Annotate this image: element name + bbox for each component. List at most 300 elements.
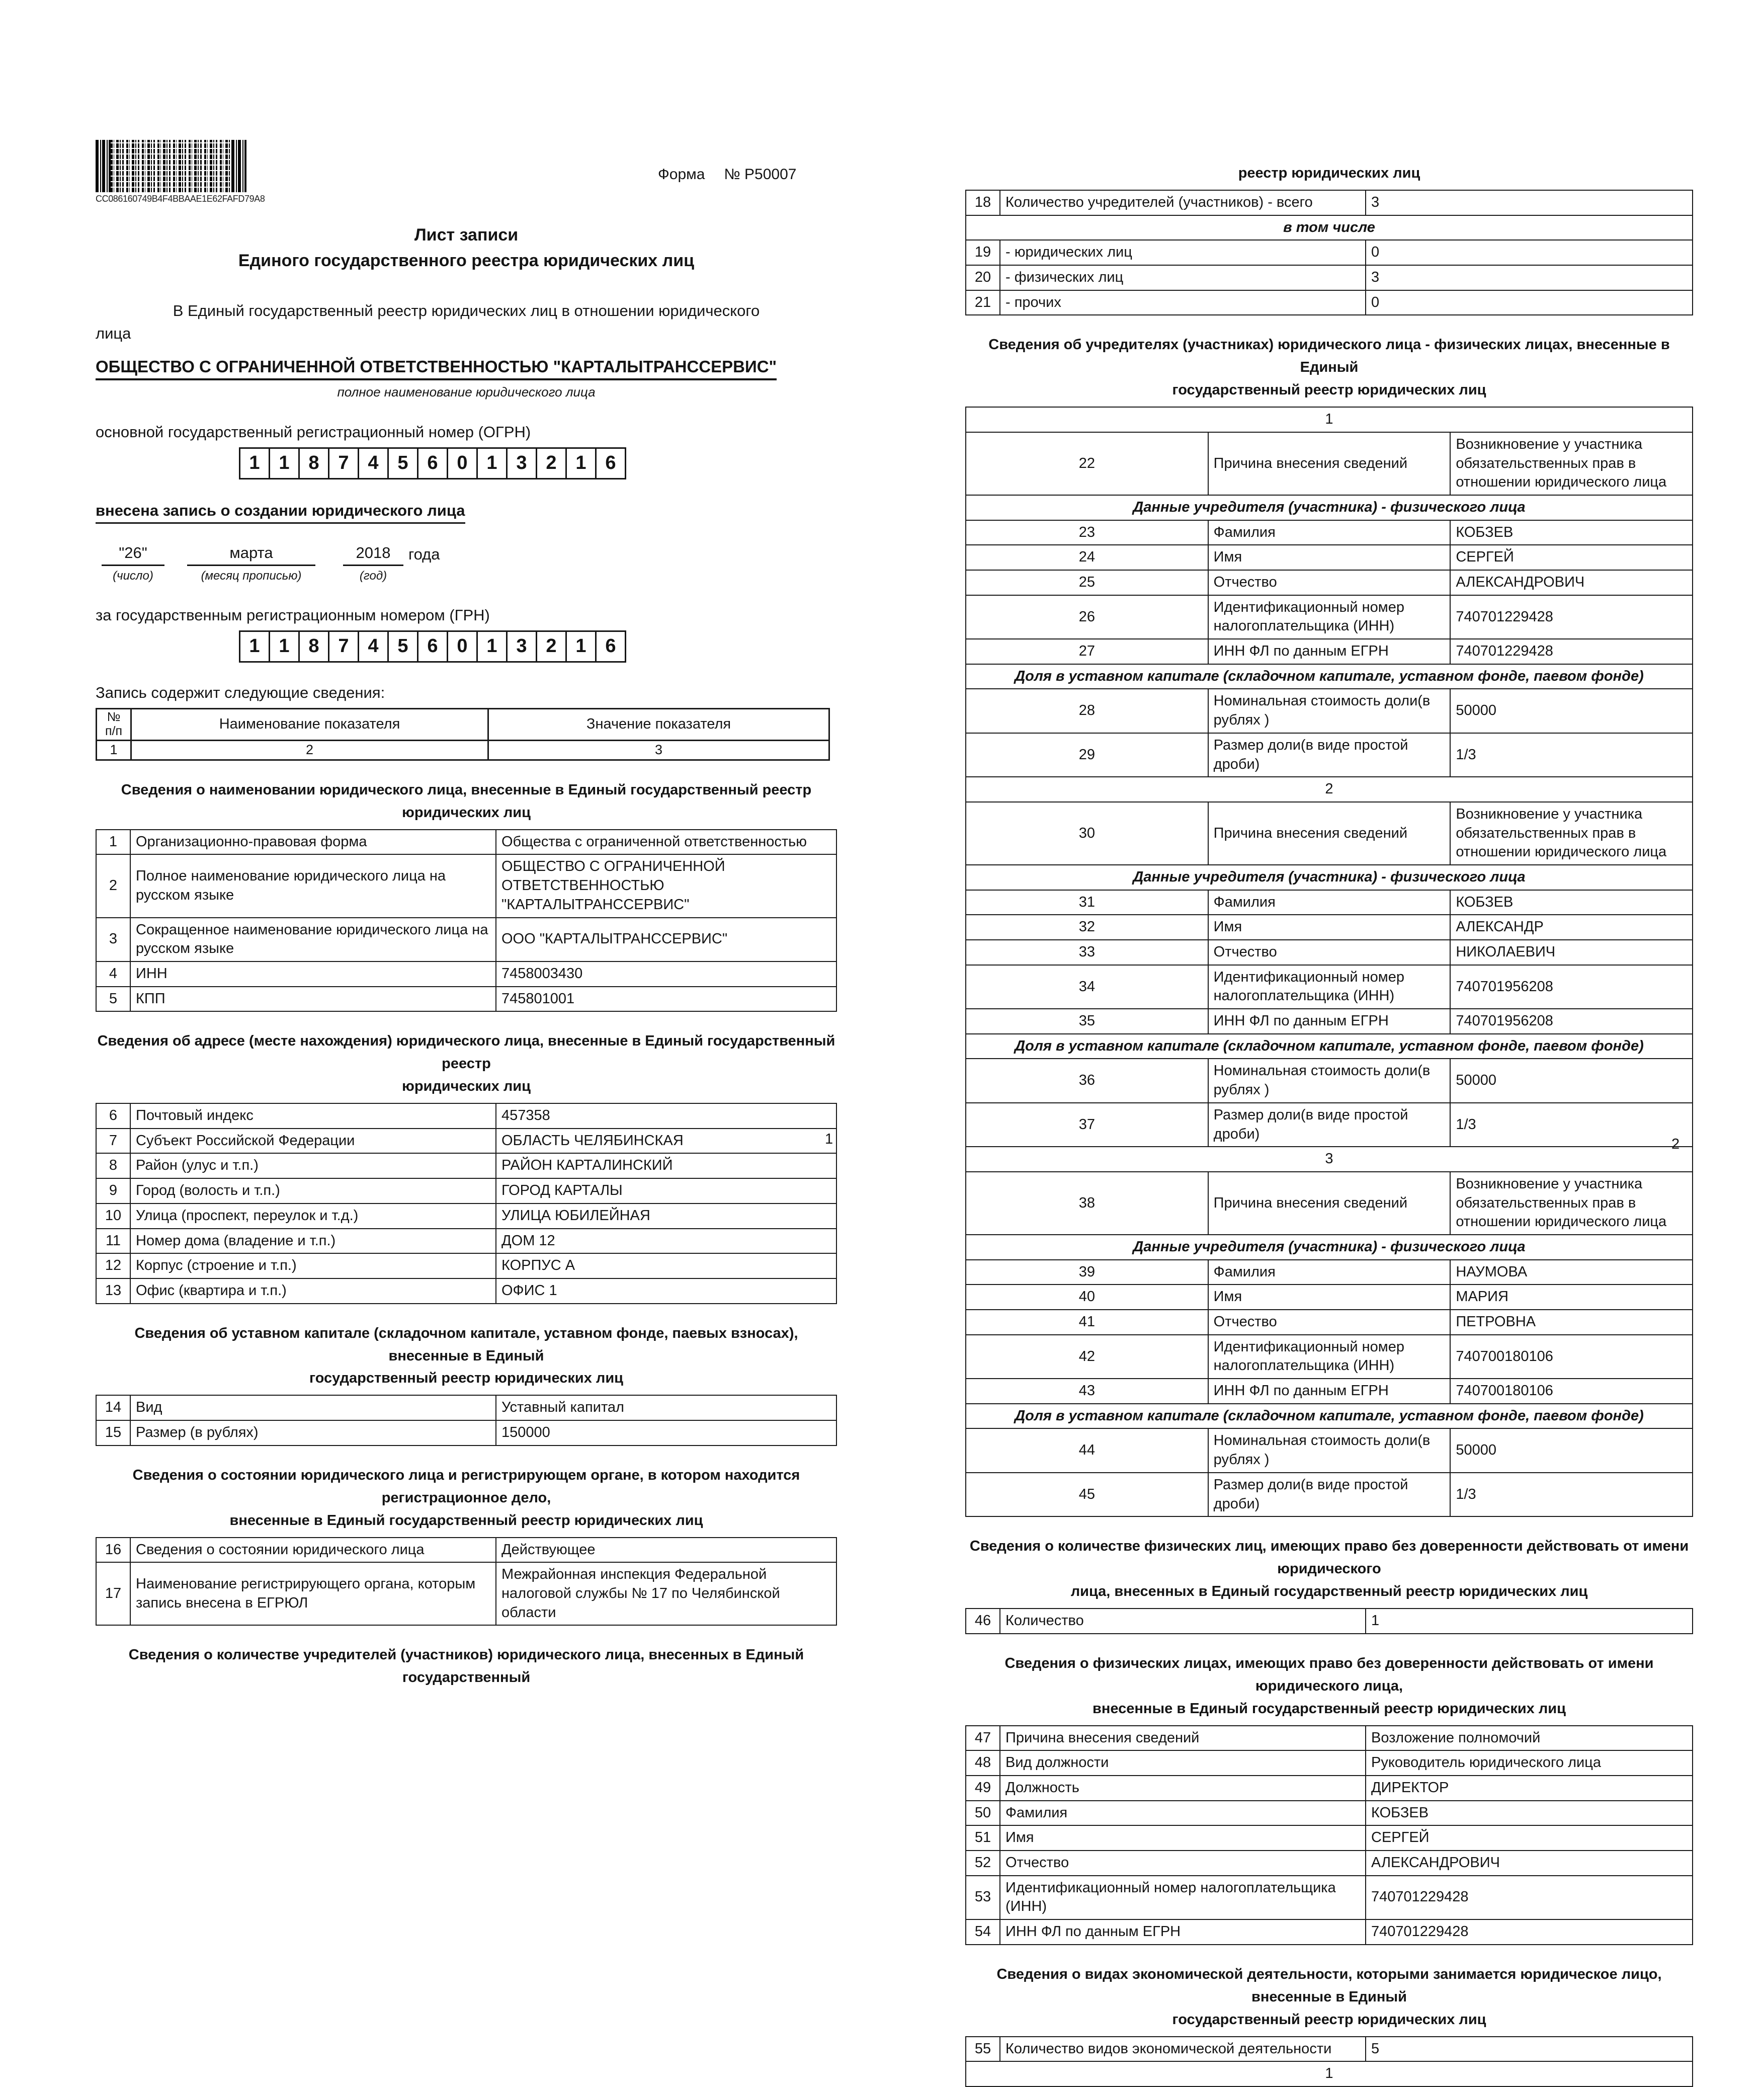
table-row	[966, 1750, 1693, 1776]
span-cell: Доля в уставном капитале (складочном капитале, уставном фонде, паевом фонде)	[966, 1404, 1693, 1429]
row-value: СЕРГЕЙ	[1366, 1825, 1693, 1851]
row-label: Отчество	[1208, 940, 1451, 965]
row-number: 53	[966, 1876, 1000, 1919]
table-row	[96, 1103, 836, 1129]
row-value: 5	[1366, 2037, 1693, 2062]
page-1-sections	[96, 779, 837, 1689]
page-2-sections	[965, 162, 1693, 2087]
column-header-number: № п/п	[97, 708, 131, 740]
ogrn-digit-box: 0	[447, 447, 478, 479]
row-number: 8	[96, 1153, 130, 1178]
page-1-content	[0, 222, 882, 1689]
row-value: Уставный капитал	[496, 1395, 836, 1420]
row-label: Размер (в рублях)	[130, 1420, 496, 1446]
row-value: Действующее	[496, 1538, 836, 1563]
row-number: 25	[966, 570, 1208, 595]
row-label: Количество	[1000, 1609, 1366, 1634]
row-label: Причина внесения сведений	[1208, 802, 1451, 865]
row-number: 35	[966, 1009, 1208, 1034]
row-label: ИНН ФЛ по данным ЕГРН	[1208, 639, 1451, 664]
row-label: Количество видов экономической деятельности	[1000, 2037, 1366, 2062]
data-table	[96, 1103, 837, 1304]
row-number: 24	[966, 545, 1208, 570]
grn-digit-box: 6	[595, 630, 626, 663]
span-cell: 1	[966, 2061, 1693, 2086]
grn-digit-box: 0	[447, 630, 478, 663]
section-title-line: реестр юридических лиц	[1238, 165, 1420, 181]
row-value: Возникновение у участника обязательственных прав в отношении юридического лица	[1450, 1172, 1693, 1235]
row-label: Почтовый индекс	[130, 1103, 496, 1129]
table-row	[966, 190, 1693, 215]
ogrn-digit-box: 8	[298, 447, 329, 479]
row-value: 0	[1366, 290, 1693, 315]
row-label: Размер доли(в виде простой дроби)	[1208, 733, 1451, 777]
row-value: 3	[1366, 265, 1693, 290]
table-row	[966, 215, 1693, 240]
ogrn-digit-box: 6	[595, 447, 626, 479]
barcode-start-pattern	[96, 140, 111, 192]
barcode	[96, 140, 265, 204]
table-row	[966, 1260, 1693, 1285]
grn-digit-box: 4	[358, 630, 389, 663]
table-row	[966, 1428, 1693, 1472]
table-row	[96, 1562, 836, 1625]
row-value: АЛЕКСАНДР	[1450, 915, 1693, 940]
row-number: 54	[966, 1919, 1000, 1945]
date-month-caption: (месяц прописью)	[201, 569, 302, 583]
row-number: 44	[966, 1428, 1208, 1472]
row-value: 1/3	[1450, 1473, 1693, 1516]
row-value: АЛЕКСАНДРОВИЧ	[1450, 570, 1693, 595]
barcode-image	[96, 140, 246, 192]
record-date-captions	[96, 569, 837, 583]
grn-digit-box: 1	[476, 630, 508, 663]
row-label: ИНН ФЛ по данным ЕГРН	[1000, 1919, 1366, 1945]
table-row	[97, 708, 829, 740]
row-label: Улица (проспект, переулок и т.д.)	[130, 1203, 496, 1229]
row-value: 740701229428	[1366, 1876, 1693, 1919]
row-label: Фамилия	[1000, 1801, 1366, 1826]
ogrn-digit-box: 3	[506, 447, 537, 479]
row-value: НАУМОВА	[1450, 1260, 1693, 1285]
ogrn-digit-box: 1	[565, 447, 597, 479]
row-number: 30	[966, 802, 1208, 865]
row-label: Имя	[1208, 545, 1451, 570]
section-title-line: лица, внесенных в Единый государственный реестр юридических лиц	[1070, 1583, 1588, 1600]
row-number: 46	[966, 1609, 1000, 1634]
data-table	[965, 1608, 1693, 1634]
row-number: 48	[966, 1750, 1000, 1776]
table-row	[966, 1172, 1693, 1235]
row-number: 15	[96, 1420, 130, 1446]
page-number-1: 1	[825, 1131, 833, 1147]
table-row	[966, 1285, 1693, 1310]
data-table	[96, 1395, 837, 1446]
table-row	[966, 1310, 1693, 1335]
row-label: Причина внесения сведений	[1208, 1172, 1451, 1235]
table-row	[966, 1009, 1693, 1034]
table-row	[966, 1851, 1693, 1876]
data-table	[965, 1725, 1693, 1945]
table-row	[966, 1919, 1693, 1945]
row-value: МАРИЯ	[1450, 1285, 1693, 1310]
section-title-line: Сведения о видах экономической деятельности, которыми занимается юридическое лицо, внесенные в Единый	[996, 1966, 1662, 2005]
page-2-content	[882, 0, 1763, 2087]
row-value: 740701229428	[1450, 595, 1693, 639]
table-row	[96, 854, 836, 917]
row-label: Сведения о состоянии юридического лица	[130, 1538, 496, 1563]
row-value: 0	[1366, 240, 1693, 265]
record-statement: внесена запись о создании юридического лица	[96, 502, 837, 524]
table-row	[966, 1235, 1693, 1260]
row-label: КПП	[130, 987, 496, 1012]
row-value: ОБЛАСТЬ ЧЕЛЯБИНСКАЯ	[496, 1129, 836, 1154]
row-number: 18	[966, 190, 1000, 215]
page-1	[0, 0, 882, 1686]
row-number: 36	[966, 1059, 1208, 1102]
row-label: Полное наименование юридического лица на русском языке	[130, 854, 496, 917]
section-title	[96, 1030, 837, 1098]
row-label: Причина внесения сведений	[1000, 1726, 1366, 1751]
grn-digit-row	[239, 630, 837, 663]
table-row	[966, 2037, 1693, 2062]
table-row	[96, 1203, 836, 1229]
table-row	[966, 1379, 1693, 1404]
span-cell: Данные учредителя (участника) - физического лица	[966, 1235, 1693, 1260]
data-table	[965, 190, 1693, 315]
section-title	[965, 1652, 1693, 1720]
table-row	[966, 940, 1693, 965]
row-label: Количество учредителей (участников) - всего	[1000, 190, 1366, 215]
section-title	[96, 1644, 837, 1689]
table-row	[966, 520, 1693, 545]
form-label: Форма	[658, 166, 705, 183]
table-row	[966, 265, 1693, 290]
data-table	[965, 2036, 1693, 2087]
row-number: 19	[966, 240, 1000, 265]
section-title-line: государственный реестр юридических лиц	[1172, 2011, 1486, 2028]
span-cell: Доля в уставном капитале (складочном капитале, уставном фонде, паевом фонде)	[966, 1034, 1693, 1059]
ogrn-digit-box: 1	[269, 447, 300, 479]
row-value: КОБЗЕВ	[1450, 890, 1693, 915]
row-value: Возникновение у участника обязательственных прав в отношении юридического лица	[1450, 432, 1693, 495]
row-number: 12	[96, 1253, 130, 1278]
row-value: 1/3	[1450, 1103, 1693, 1147]
ogrn-digit-box: 6	[417, 447, 448, 479]
table-row	[966, 965, 1693, 1009]
span-cell: в том числе	[966, 215, 1693, 240]
table-row	[96, 918, 836, 961]
table-row	[96, 961, 836, 987]
ogrn-digit-box: 5	[387, 447, 418, 479]
row-number: 33	[966, 940, 1208, 965]
table-row	[966, 1147, 1693, 1172]
row-value: ГОРОД КАРТАЛЫ	[496, 1178, 836, 1203]
date-day-caption: (число)	[113, 569, 153, 583]
row-value: Возложение полномочий	[1366, 1726, 1693, 1751]
date-year-caption: (год)	[359, 569, 387, 583]
ogrn-digit-box: 1	[476, 447, 508, 479]
grn-digit-box: 8	[298, 630, 329, 663]
row-number: 38	[966, 1172, 1208, 1235]
row-label: Должность	[1000, 1776, 1366, 1801]
row-number: 5	[96, 987, 130, 1012]
indicator-header-table	[96, 708, 830, 761]
ogrn-digit-box: 1	[239, 447, 270, 479]
row-value: 50000	[1450, 689, 1693, 733]
record-date	[96, 544, 837, 566]
row-number: 10	[96, 1203, 130, 1229]
ogrn-label: основной государственный регистрационный номер (ОГРН)	[96, 423, 531, 441]
section-title-line: государственный реестр юридических лиц	[1172, 382, 1486, 398]
row-number: 13	[96, 1278, 130, 1304]
table-row	[966, 545, 1693, 570]
row-number: 37	[966, 1103, 1208, 1147]
table-row	[96, 1538, 836, 1563]
grn-digit-box: 1	[565, 630, 597, 663]
row-value: 740700180106	[1450, 1335, 1693, 1379]
ogrn-digit-box: 2	[536, 447, 567, 479]
row-value: УЛИЦА ЮБИЛЕЙНАЯ	[496, 1203, 836, 1229]
row-value: Межрайонная инспекция Федеральной налоговой службы № 17 по Челябинской области	[496, 1562, 836, 1625]
table-row	[966, 1609, 1693, 1634]
table-row	[96, 1129, 836, 1154]
row-number: 47	[966, 1726, 1000, 1751]
row-value: АЛЕКСАНДРОВИЧ	[1366, 1851, 1693, 1876]
row-value: КОБЗЕВ	[1450, 520, 1693, 545]
row-label: ИНН ФЛ по данным ЕГРН	[1208, 1009, 1451, 1034]
row-value: ДОМ 12	[496, 1229, 836, 1254]
row-number: 16	[96, 1538, 130, 1563]
section-title-line: Сведения об уставном капитале (складочном капитале, уставном фонде, паевых взносах), внесенные в Единый	[134, 1325, 798, 1364]
row-label: - юридических лиц	[1000, 240, 1366, 265]
column-index-2: 2	[131, 740, 488, 760]
grn-digit-box: 1	[239, 630, 270, 663]
table-row	[966, 432, 1693, 495]
company-name-caption: полное наименование юридического лица	[337, 384, 596, 399]
span-cell: Доля в уставном капитале (складочном капитале, уставном фонде, паевом фонде)	[966, 664, 1693, 689]
row-value: 457358	[496, 1103, 836, 1129]
row-value: 1	[1366, 1609, 1693, 1634]
row-value: КОБЗЕВ	[1366, 1801, 1693, 1826]
row-value: Руководитель юридического лица	[1366, 1750, 1693, 1776]
row-label: Причина внесения сведений	[1208, 432, 1451, 495]
row-label: Район (улус и т.п.)	[130, 1153, 496, 1178]
row-value: Общества с ограниченной ответственностью	[496, 830, 836, 855]
intro-line-2: лица	[96, 324, 131, 342]
table-row	[966, 890, 1693, 915]
table-row	[96, 987, 836, 1012]
row-number: 3	[96, 918, 130, 961]
span-cell: 1	[966, 407, 1693, 432]
data-table	[965, 407, 1693, 1517]
row-label: Идентификационный номер налогоплательщика (ИНН)	[1000, 1876, 1366, 1919]
row-label: Отчество	[1208, 1310, 1451, 1335]
row-label: - физических лиц	[1000, 265, 1366, 290]
row-number: 17	[96, 1562, 130, 1625]
section-title	[96, 1464, 837, 1532]
form-number-value: № Р50007	[724, 166, 797, 183]
grn-digit-box: 6	[417, 630, 448, 663]
row-label: Отчество	[1000, 1851, 1366, 1876]
row-number: 26	[966, 595, 1208, 639]
row-number: 27	[966, 639, 1208, 664]
row-label: Фамилия	[1208, 890, 1451, 915]
section-title-line: внесенные в Единый государственный реестр юридических лиц	[1093, 1700, 1566, 1717]
row-number: 23	[966, 520, 1208, 545]
section-title-line: государственный реестр юридических лиц	[309, 1370, 623, 1387]
document-title	[96, 222, 837, 274]
row-value: ПЕТРОВНА	[1450, 1310, 1693, 1335]
row-number: 4	[96, 961, 130, 987]
row-label: Вид должности	[1000, 1750, 1366, 1776]
row-number: 31	[966, 890, 1208, 915]
table-row	[97, 740, 829, 760]
row-number: 7	[96, 1129, 130, 1154]
row-number: 49	[966, 1776, 1000, 1801]
grn-label: за государственным регистрационным номером (ГРН)	[96, 606, 490, 624]
row-label: Имя	[1000, 1825, 1366, 1851]
column-header-name: Наименование показателя	[131, 708, 488, 740]
document-title-line-2: Единого государственного реестра юридических лиц	[238, 251, 695, 270]
page-2	[882, 0, 1763, 2082]
row-number: 21	[966, 290, 1000, 315]
row-label: - прочих	[1000, 290, 1366, 315]
barcode-caption: CC086160749B4F4BBAAE1E62FAFD79A8	[96, 194, 265, 204]
row-value: 50000	[1450, 1059, 1693, 1102]
table-row	[966, 664, 1693, 689]
row-label: Организационно-правовая форма	[130, 830, 496, 855]
section-title	[965, 162, 1693, 185]
table-row	[966, 1876, 1693, 1919]
span-cell: Данные учредителя (участника) - физического лица	[966, 865, 1693, 890]
table-row	[966, 595, 1693, 639]
table-row	[96, 1153, 836, 1178]
row-number: 40	[966, 1285, 1208, 1310]
row-number: 9	[96, 1178, 130, 1203]
row-value: ДИРЕКТОР	[1366, 1776, 1693, 1801]
table-row	[96, 830, 836, 855]
row-number: 55	[966, 2037, 1000, 2062]
row-label: Номинальная стоимость доли(в рублях )	[1208, 1059, 1451, 1102]
grn-digit-box: 3	[506, 630, 537, 663]
row-value: НИКОЛАЕВИЧ	[1450, 940, 1693, 965]
row-value: 1/3	[1450, 733, 1693, 777]
data-table	[96, 829, 837, 1012]
row-number: 34	[966, 965, 1208, 1009]
form-number	[658, 166, 796, 183]
row-value: ОБЩЕСТВО С ОГРАНИЧЕННОЙ ОТВЕТСТВЕННОСТЬЮ "КАРТАЛЫТРАНССЕРВИС"	[496, 854, 836, 917]
table-row	[966, 570, 1693, 595]
date-day: "26"	[102, 544, 164, 566]
intro-line-1: В Единый государственный реестр юридических лиц в отношении юридического	[173, 302, 760, 319]
date-year-word: года	[408, 545, 440, 563]
row-value: КОРПУС А	[496, 1253, 836, 1278]
row-label: Размер доли(в виде простой дроби)	[1208, 1473, 1451, 1516]
row-value: 745801001	[496, 987, 836, 1012]
row-value: 740701956208	[1450, 1009, 1693, 1034]
table-row	[966, 1103, 1693, 1147]
section-title-line: Сведения об учредителях (участниках) юридического лица - физических лицах, внесенные в Единый	[988, 337, 1670, 376]
row-number: 1	[96, 830, 130, 855]
section-title-line: Сведения о физических лицах, имеющих право без доверенности действовать от имени юридического лица,	[1004, 1655, 1654, 1694]
ogrn-digit-box: 4	[358, 447, 389, 479]
table-row	[966, 495, 1693, 520]
document-title-line-1: Лист записи	[414, 225, 519, 245]
span-cell: 3	[966, 1147, 1693, 1172]
table-row	[966, 689, 1693, 733]
row-number: 2	[96, 854, 130, 917]
grn-digit-box: 7	[328, 630, 359, 663]
table-row	[966, 639, 1693, 664]
company-name: ОБЩЕСТВО С ОГРАНИЧЕННОЙ ОТВЕТСТВЕННОСТЬЮ "КАРТАЛЫТРАНССЕРВИС"	[96, 357, 837, 380]
row-label: Идентификационный номер налогоплательщика (ИНН)	[1208, 1335, 1451, 1379]
table-row	[966, 1825, 1693, 1851]
row-value: Возникновение у участника обязательственных прав в отношении юридического лица	[1450, 802, 1693, 865]
row-number: 41	[966, 1310, 1208, 1335]
row-number: 29	[966, 733, 1208, 777]
section-title	[965, 1963, 1693, 2031]
row-label: Фамилия	[1208, 1260, 1451, 1285]
row-number: 52	[966, 1851, 1000, 1876]
table-row	[966, 1776, 1693, 1801]
row-value: 740701956208	[1450, 965, 1693, 1009]
table-row	[96, 1229, 836, 1254]
row-number: 51	[966, 1825, 1000, 1851]
row-value: 740700180106	[1450, 1379, 1693, 1404]
section-title	[96, 1322, 837, 1390]
table-row	[966, 733, 1693, 777]
row-number: 50	[966, 1801, 1000, 1826]
table-row	[966, 1335, 1693, 1379]
row-value: 740701229428	[1450, 639, 1693, 664]
row-label: Имя	[1208, 915, 1451, 940]
column-index-1: 1	[97, 740, 131, 760]
table-row	[96, 1178, 836, 1203]
row-number: 28	[966, 689, 1208, 733]
date-year: 2018	[343, 544, 403, 566]
table-row	[966, 865, 1693, 890]
table-row	[966, 2061, 1693, 2086]
grn-digit-box: 5	[387, 630, 418, 663]
table-row	[966, 240, 1693, 265]
table-row	[966, 1034, 1693, 1059]
section-title-line: Сведения о количестве учредителей (участников) юридического лица, внесенных в Единый государственный	[128, 1647, 804, 1686]
row-label: Офис (квартира и т.п.)	[130, 1278, 496, 1304]
span-cell: 2	[966, 777, 1693, 802]
table-row	[966, 1404, 1693, 1429]
row-label: Идентификационный номер налогоплательщика (ИНН)	[1208, 595, 1451, 639]
row-value: ОФИС 1	[496, 1278, 836, 1304]
row-label: Отчество	[1208, 570, 1451, 595]
row-label: Сокращенное наименование юридического лица на русском языке	[130, 918, 496, 961]
section-title	[965, 1535, 1693, 1603]
row-label: Наименование регистрирующего органа, которым запись внесена в ЕГРЮЛ	[130, 1562, 496, 1625]
intro-paragraph	[96, 300, 837, 345]
row-number: 14	[96, 1395, 130, 1420]
row-label: Субъект Российской Федерации	[130, 1129, 496, 1154]
section-title-line: Сведения об адресе (месте нахождения) юридического лица, внесенные в Единый государственный реестр	[97, 1033, 835, 1072]
row-label: Вид	[130, 1395, 496, 1420]
row-number: 11	[96, 1229, 130, 1254]
row-label: Идентификационный номер налогоплательщика (ИНН)	[1208, 965, 1451, 1009]
ogrn-digit-box: 7	[328, 447, 359, 479]
data-table	[96, 1537, 837, 1626]
row-label: Корпус (строение и т.п.)	[130, 1253, 496, 1278]
row-value: 740701229428	[1366, 1919, 1693, 1945]
row-number: 43	[966, 1379, 1208, 1404]
table-row	[966, 1726, 1693, 1751]
